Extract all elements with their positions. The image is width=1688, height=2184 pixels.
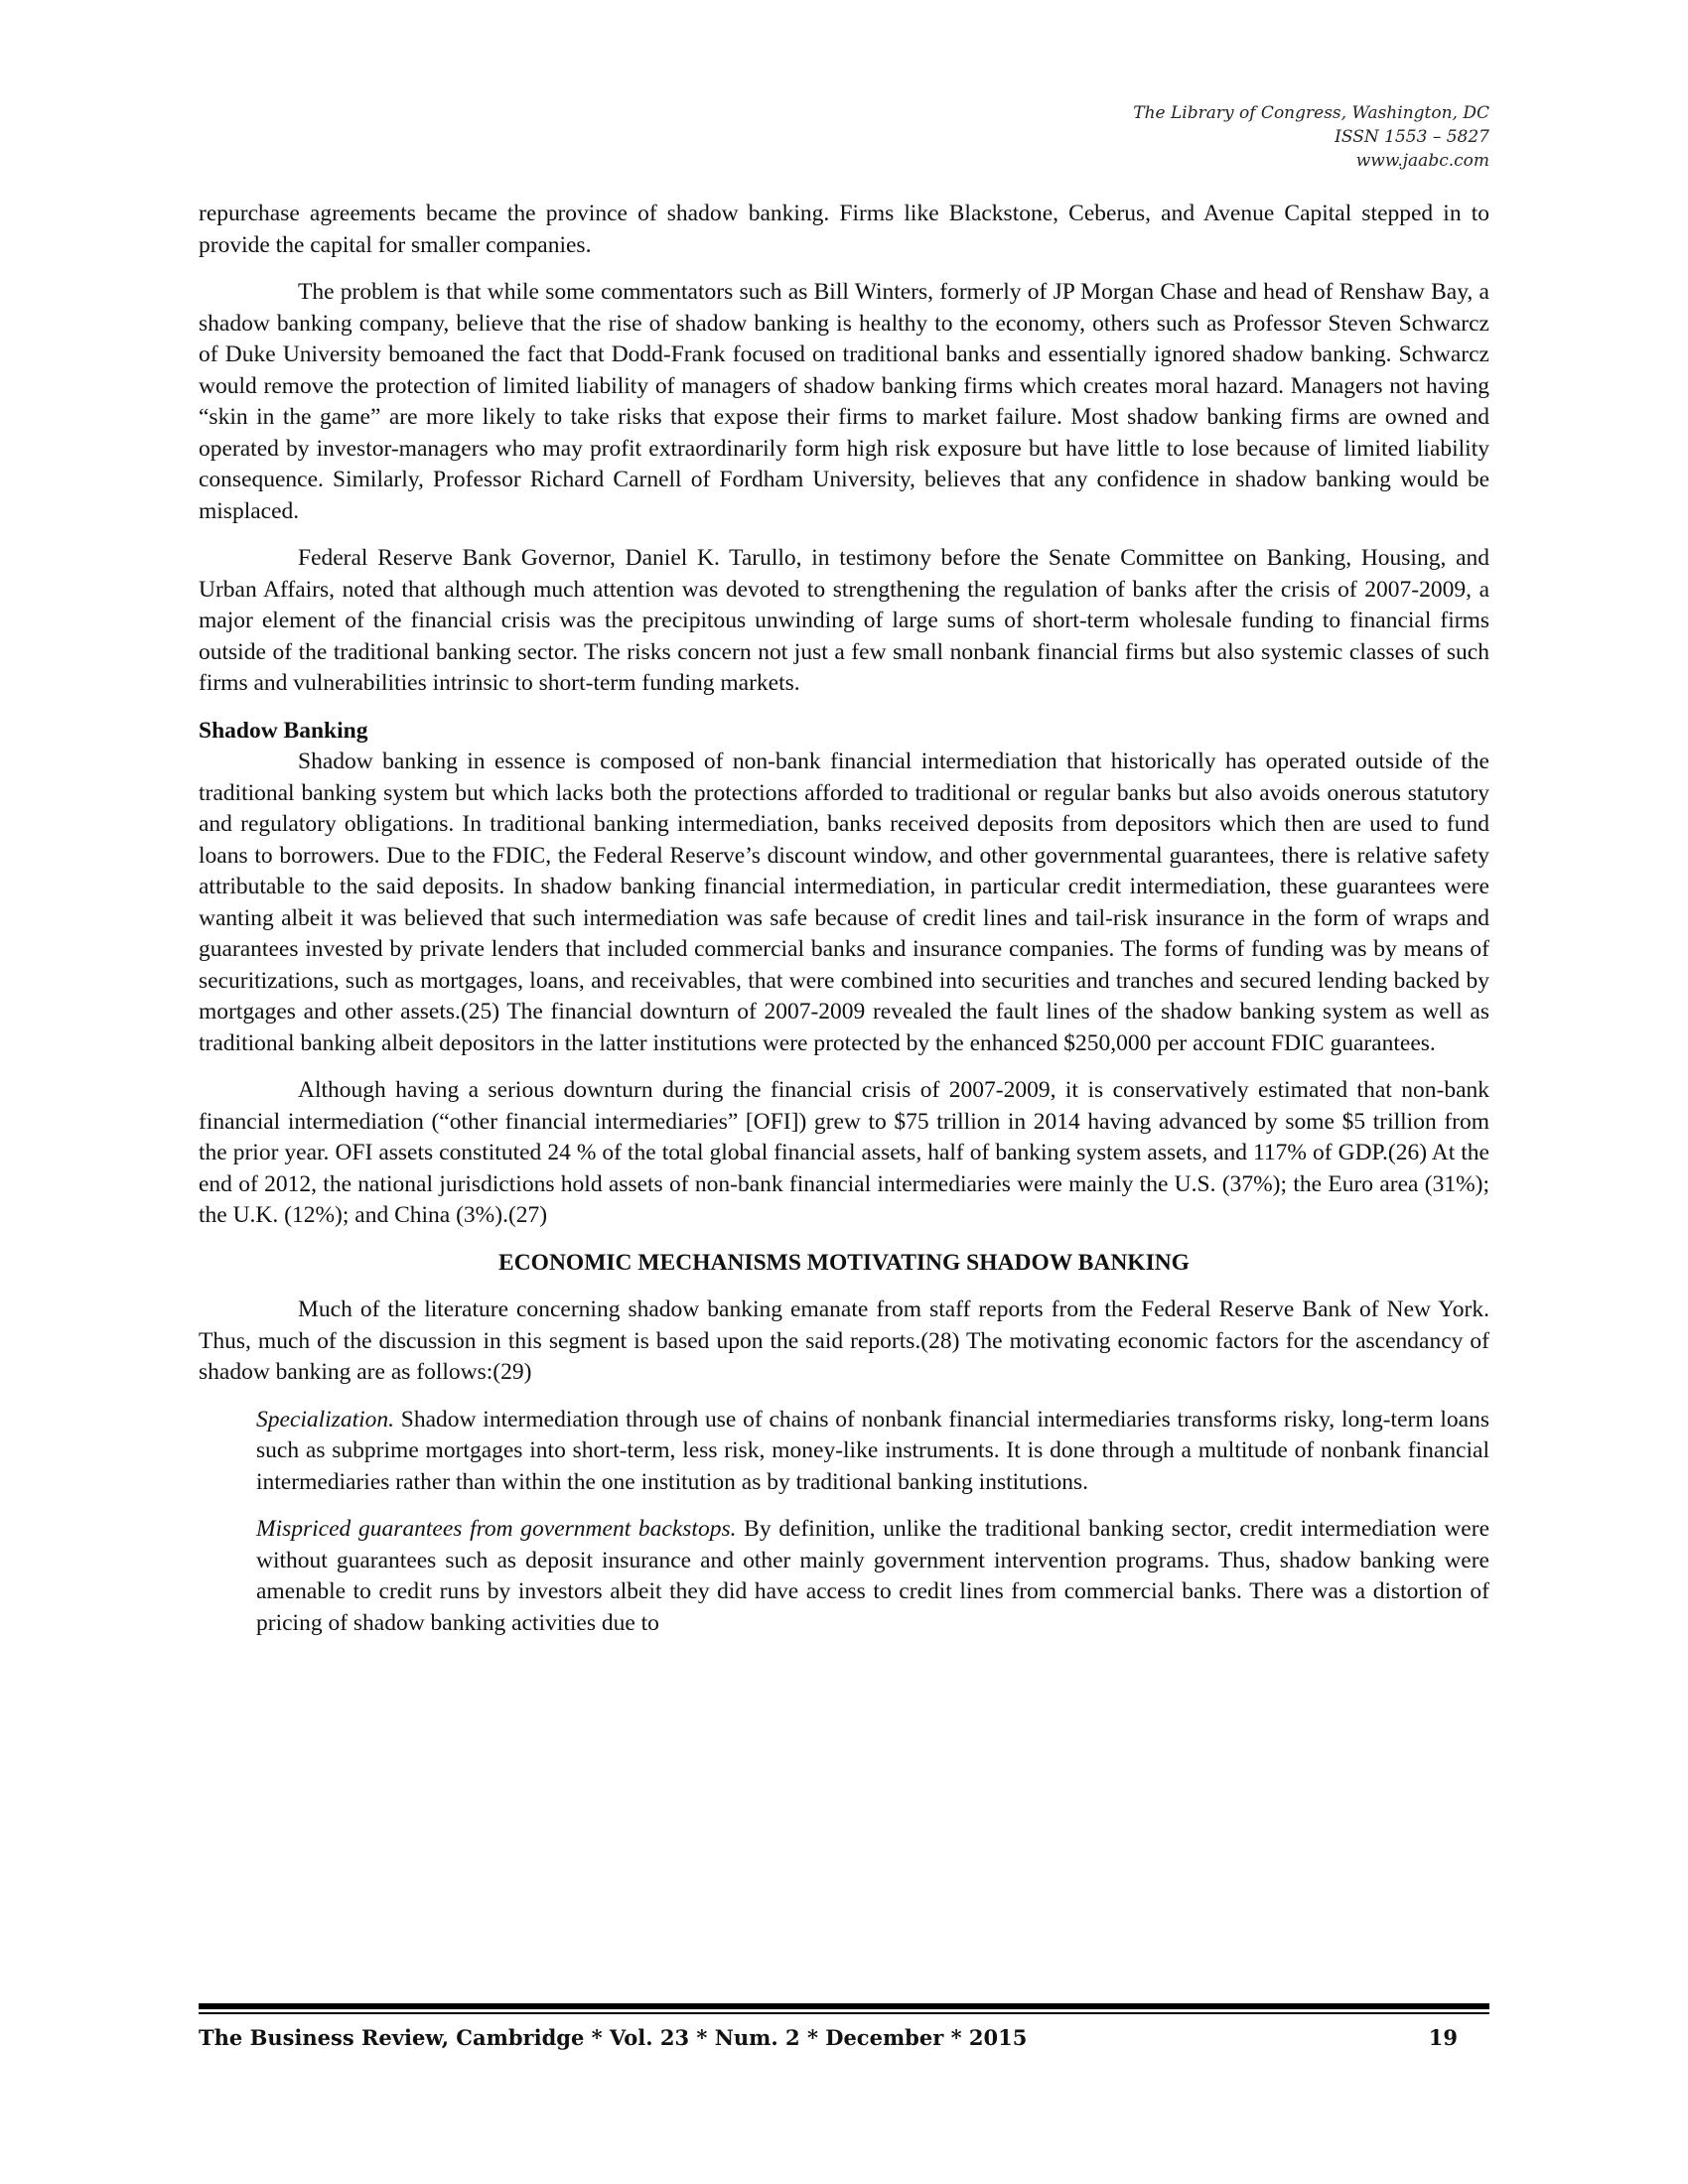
list-item-term: Specialization. [256, 1406, 395, 1433]
footer-rule-thin [199, 2012, 1489, 2014]
header-library: The Library of Congress, Washington, DC [1133, 103, 1489, 123]
paragraph-1: repurchase agreements became the province of shadow banking. Firms like Blackstone, Ceberus, and Avenue Capital stepped in to provide the capital for smaller companies. [199, 201, 1489, 258]
list-item-text: Shadow intermediation through use of chains of nonbank financial intermediaries transforms risky, long-term loans such as subprime mortgages into short-term, less risk, money-like instruments. It is done through a multitude of nonbank financial intermediaries rather than within the one institution as by traditional banking institutions. [256, 1406, 1489, 1495]
paragraph-3: Federal Reserve Bank Governor, Daniel K. Tarullo, in testimony before the Senate Committee on Banking, Housing, and Urban Affairs, noted that although much attention was devoted to strengthening the regulation of banks after the crisis of 2007-2009, a major element of the financial crisis was the precipitous unwinding of large sums of short-term wholesale funding to financial firms outside of the traditional banking sector. The risks concern not just a few small nonbank financial firms but also systemic classes of such firms and vulnerabilities intrinsic to short-term funding markets. [199, 545, 1489, 696]
article-body [199, 199, 1489, 1639]
section-heading: ECONOMIC MECHANISMS MOTIVATING SHADOW BANKING [498, 1249, 1190, 1276]
paragraph-2: The problem is that while some commentators such as Bill Winters, formerly of JP Morgan Chase and head of Renshaw Bay, a shadow banking company, believe that the rise of shadow banking is healthy to the economy, others such as Professor Steven Schwarcz of Duke University bemoaned the fact that Dodd-Frank focused on traditional banks and essentially ignored shadow banking. Schwarcz would remove the protection of limited liability of managers of shadow banking firms which creates moral hazard. Managers not having “skin in the game” are more likely to take risks that expose their firms to market failure. Most shadow banking firms are owned and operated by investor-managers who may profit extraordinarily form high risk exposure but have little to lose because of limited liability consequence. Similarly, Professor Richard Carnell of Fordham University, believes that any confidence in shadow banking would be misplaced. [199, 279, 1489, 524]
paragraph-4: Shadow banking in essence is composed of non-bank financial intermediation that historically has operated outside of the traditional banking system but which lacks both the protections afforded to traditional or regular banks but also avoids onerous statutory and regulatory obligations. In traditional banking intermediation, banks received deposits from depositors which then are used to fund loans to borrowers. Due to the FDIC, the Federal Reserve’s discount window, and other governmental guarantees, there is relative safety attributable to the said deposits. In shadow banking financial intermediation, in particular credit intermediation, these guarantees were wanting albeit it was believed that such intermediation was safe because of credit lines and tail-risk insurance in the form of wraps and guarantees invested by private lenders that included commercial banks and insurance companies. The forms of funding was by means of securitizations, such as mortgages, loans, and receivables, that were combined into securities and tranches and secured lending backed by mortgages and other assets.(25) The financial downturn of 2007-2009 revealed the fault lines of the shadow banking system as well as traditional banking albeit depositors in the latter institutions were protected by the enhanced $250,000 per account FDIC guarantees. [199, 749, 1489, 1056]
subheading-shadow-banking: Shadow Banking [199, 717, 368, 744]
paragraph-6: Much of the literature concerning shadow banking emanate from staff reports from the Federal Reserve Bank of New York. Thus, much of the discussion in this segment is based upon the said reports.(28) The motivating economic factors for the ascendancy of shadow banking are as follows:(29) [199, 1297, 1489, 1385]
running-header [794, 101, 1489, 173]
list-item-specialization [256, 1405, 1489, 1499]
list-item-term: Mispriced guarantees from government backstops. [256, 1516, 737, 1542]
footer-rule-thick [199, 2003, 1489, 2009]
running-footer [199, 2025, 1489, 2059]
list-item-text: By definition, unlike the traditional banking sector, credit intermediation were without guarantees such as deposit insurance and other mainly government intervention programs. Thus, shadow banking were amenable to credit runs by investors albeit they did have access to credit lines from commercial banks. There was a distortion of pricing of shadow banking activities due to [256, 1516, 1489, 1636]
list-item-mispriced-guarantees [256, 1514, 1489, 1639]
header-issn: ISSN 1553 – 5827 [1335, 127, 1489, 147]
paragraph-5: Although having a serious downturn during the financial crisis of 2007-2009, it is conservatively estimated that non-bank financial intermediation (“other financial intermediaries” [OFI]) grew to $75 trillion in 2014 having advanced by some $5 trillion from the prior year. OFI assets constituted 24 % of the total global financial assets, half of banking system assets, and 117% of GDP.(26) At the end of 2012, the national jurisdictions hold assets of non-bank financial intermediaries were mainly the U.S. (37%); the Euro area (31%); the U.K. (12%); and China (3%).(27) [199, 1077, 1489, 1228]
header-url: www.jaabc.com [1355, 151, 1489, 171]
page-number: 19 [1428, 2025, 1458, 2050]
footer-journal: The Business Review, Cambridge * Vol. 23 * Num. 2 * December * 2015 [199, 2025, 1028, 2050]
